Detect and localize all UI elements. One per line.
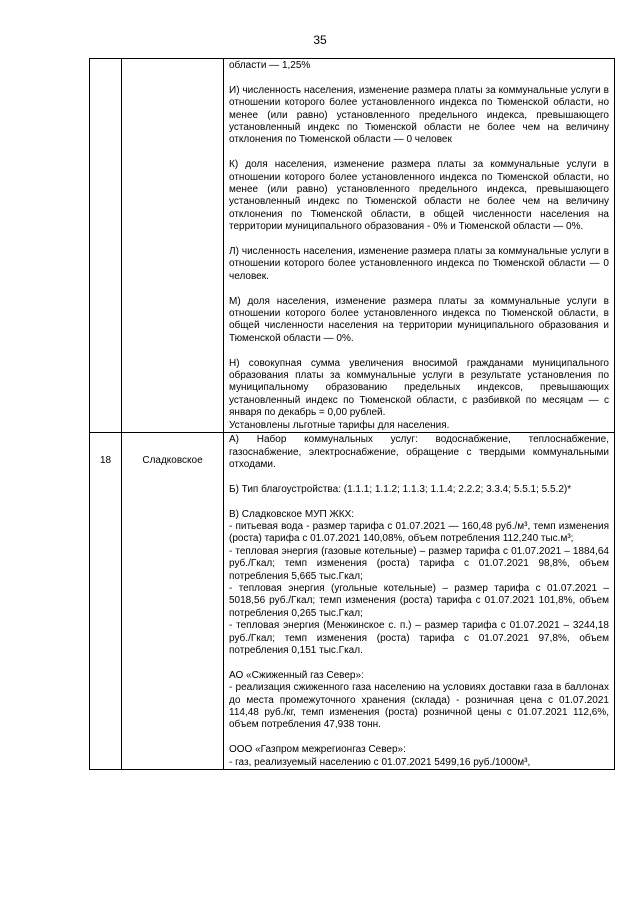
paragraph: - реализация сжиженного газа населению на условиях доставки газа в баллонах до места промежуточного хранения (склада) - розничная цена с 01.07.2021 114,48 руб./кг, темп изменения (роста) розничной цены с 01.07.2021 112,6%, объем потребления 47,938 тонн.	[229, 682, 609, 731]
tariff-table	[89, 58, 615, 770]
paragraph: И) численность населения, изменение размера платы за коммунальные услуги в отношении которого более установленного индекса по Тюменской области, но менее (или равно) установленного предельного индекса, превышающего установленный индекс по Тюменской области не более чем на величину отклонения по Тюменской области — 0 человек	[229, 84, 609, 146]
paragraph: ООО «Газпром межрегионгаз Север»:	[229, 744, 406, 756]
paragraph: Н) совокупная сумма увеличения вносимой гражданами муниципального образования платы за коммунальные услуги в результате установления по муниципальному образованию предельных индексов, превышающих установленный индекс по Тюменской области, с разбивкой по месяцам — с января по декабрь = 0,00 рублей.	[229, 357, 609, 419]
description-cell	[224, 433, 615, 770]
paragraph: Б) Тип благоустройства: (1.1.1; 1.1.2; 1.1.3; 1.1.4; 2.2.2; 3.3.4; 5.5.1; 5.5.2)*	[229, 483, 572, 495]
paragraph: Установлены льготные тарифы для населения.	[229, 419, 450, 431]
row-number-cell	[90, 59, 122, 433]
paragraph: - газ, реализуемый населению с 01.07.2021 5499,16 руб./1000м³,	[229, 756, 531, 768]
page-number: 35	[313, 33, 327, 47]
paragraph: А) Набор коммунальных услуг: водоснабжение, теплоснабжение, газоснабжение, электроснабжение, обращение с твердыми коммунальными отходами.	[229, 434, 609, 470]
paragraph: области — 1,25%	[229, 60, 311, 71]
paragraph: В) Сладковское МУП ЖКХ:	[229, 508, 355, 520]
table-row	[90, 433, 615, 770]
paragraph: АО «Сжиженный газ Север»:	[229, 669, 364, 681]
paragraph: - тепловая энергия (газовые котельные) – размер тарифа с 01.07.2021 – 1884,64 руб./Гкал; темп изменения (роста) тарифа с 01.07.2021 98,8%, объем потребления 5,665 тыс.Гкал;	[229, 545, 609, 582]
paragraph: - тепловая энергия (Менжинское с. п.) – размер тарифа с 01.07.2021 – 3244,18 руб./Гкал; темп изменения (роста) тарифа с 01.07.2021 97,8%, объем потребления 0,151 тыс.Гкал.	[229, 620, 609, 656]
paragraph: К) доля населения, изменение размера платы за коммунальные услуги в отношении которого более установленного индекса по Тюменской области, но менее (или равно) установленного предельного индекса, превышающего установленный индекс по Тюменской области не более чем на величину отклонения по Тюменской области, в общей численности населения на территории муниципального образования - 0% и Тюменской области — 0%.	[229, 159, 609, 233]
paragraph: М) доля населения, изменение размера платы за коммунальные услуги в отношении которого более установленного индекса по Тюменской области, в общей численности населения на территории муниципального образования и Тюменской области — 0%.	[229, 295, 609, 344]
municipality-name-cell	[122, 59, 224, 433]
row-number-cell: 18	[90, 433, 122, 770]
paragraph: - питьевая вода - размер тарифа с 01.07.2021 — 160,48 руб./м³, темп изменения (роста) тарифа с 01.07.2021 140,08%, объем потребления 112,240 тыс.м³;	[229, 520, 609, 545]
municipality-name-cell: Сладковское	[122, 433, 224, 770]
table-row	[90, 59, 615, 433]
paragraph: Л) численность населения, изменение размера платы за коммунальные услуги в отношении которого более установленного индекса по Тюменской области — 0 человек.	[229, 246, 609, 282]
paragraph: - тепловая энергия (угольные котельные) – размер тарифа с 01.07.2021 – 5018,56 руб./Гкал; темп изменения (роста) тарифа с 01.07.2021 101,8%, объем потребления 0,265 тыс.Гкал;	[229, 582, 609, 619]
description-cell	[224, 59, 615, 433]
